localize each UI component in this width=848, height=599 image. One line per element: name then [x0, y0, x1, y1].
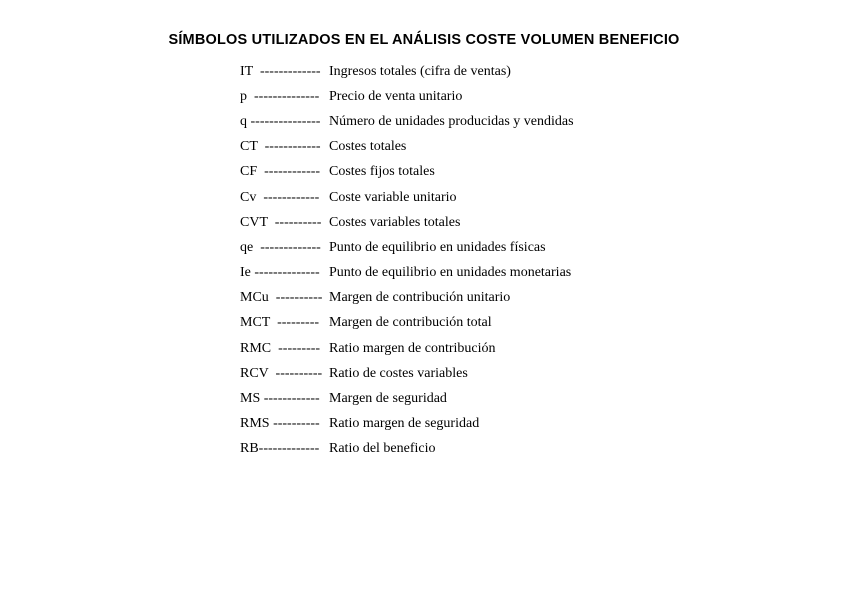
symbol-code: IT -------------: [240, 63, 321, 79]
symbol-description: Ingresos totales (cifra de ventas): [329, 63, 511, 79]
symbol-code: MCT ---------: [240, 315, 320, 331]
symbol-row-p: [240, 84, 574, 109]
symbol-code: RMC ---------: [240, 340, 321, 356]
symbol-row-rcv: [240, 361, 574, 386]
symbol-row-rms: [240, 412, 574, 437]
symbol-code: q ---------------: [240, 113, 321, 129]
symbol-row-qe: [240, 235, 574, 260]
symbol-code: MS ------------: [240, 391, 320, 407]
symbol-description: Ratio margen de seguridad: [329, 416, 480, 432]
page-title: SÍMBOLOS UTILIZADOS EN EL ANÁLISIS COSTE VOLUMEN BENEFICIO: [168, 32, 680, 48]
symbol-row-it: [240, 59, 574, 84]
symbol-description: Número de unidades producidas y vendidas: [329, 113, 574, 129]
symbol-row-rb: [240, 437, 574, 462]
symbol-description: Punto de equilibrio en unidades monetarias: [329, 265, 572, 281]
symbol-code: CVT ----------: [240, 214, 322, 230]
symbol-description: Margen de contribución total: [329, 315, 492, 331]
symbol-code: qe -------------: [240, 239, 321, 255]
symbol-code: CF ------------: [240, 164, 321, 180]
symbol-description: Ratio del beneficio: [329, 441, 436, 457]
symbol-description: Precio de venta unitario: [329, 88, 463, 104]
symbol-description: Margen de contribución unitario: [329, 290, 511, 306]
symbol-row-ms: [240, 386, 574, 411]
symbol-row-ie: [240, 261, 574, 286]
symbol-code: RMS ----------: [240, 416, 320, 432]
symbol-list: [240, 59, 574, 462]
symbol-row-cvt: [240, 210, 574, 235]
symbol-description: Margen de seguridad: [329, 391, 447, 407]
symbol-description: Ratio margen de contribución: [329, 340, 496, 356]
symbol-code: CT ------------: [240, 139, 321, 155]
symbol-code: p --------------: [240, 88, 320, 104]
symbol-code: RCV ----------: [240, 365, 323, 381]
symbol-code: Ie --------------: [240, 265, 320, 281]
symbol-row-cv: [240, 185, 574, 210]
symbol-row-mct: [240, 311, 574, 336]
symbol-description: Ratio de costes variables: [329, 365, 468, 381]
symbol-row-q: [240, 109, 574, 134]
symbol-description: Costes fijos totales: [329, 164, 435, 180]
symbol-code: RB-------------: [240, 441, 320, 457]
symbol-row-mcu: [240, 286, 574, 311]
symbol-description: Punto de equilibrio en unidades físicas: [329, 239, 546, 255]
symbol-row-ct: [240, 135, 574, 160]
symbol-description: Coste variable unitario: [329, 189, 457, 205]
symbol-code: Cv ------------: [240, 189, 320, 205]
symbol-description: Costes variables totales: [329, 214, 461, 230]
symbol-row-rmc: [240, 336, 574, 361]
symbol-description: Costes totales: [329, 139, 407, 155]
symbol-row-cf: [240, 160, 574, 185]
symbol-code: MCu ----------: [240, 290, 323, 306]
